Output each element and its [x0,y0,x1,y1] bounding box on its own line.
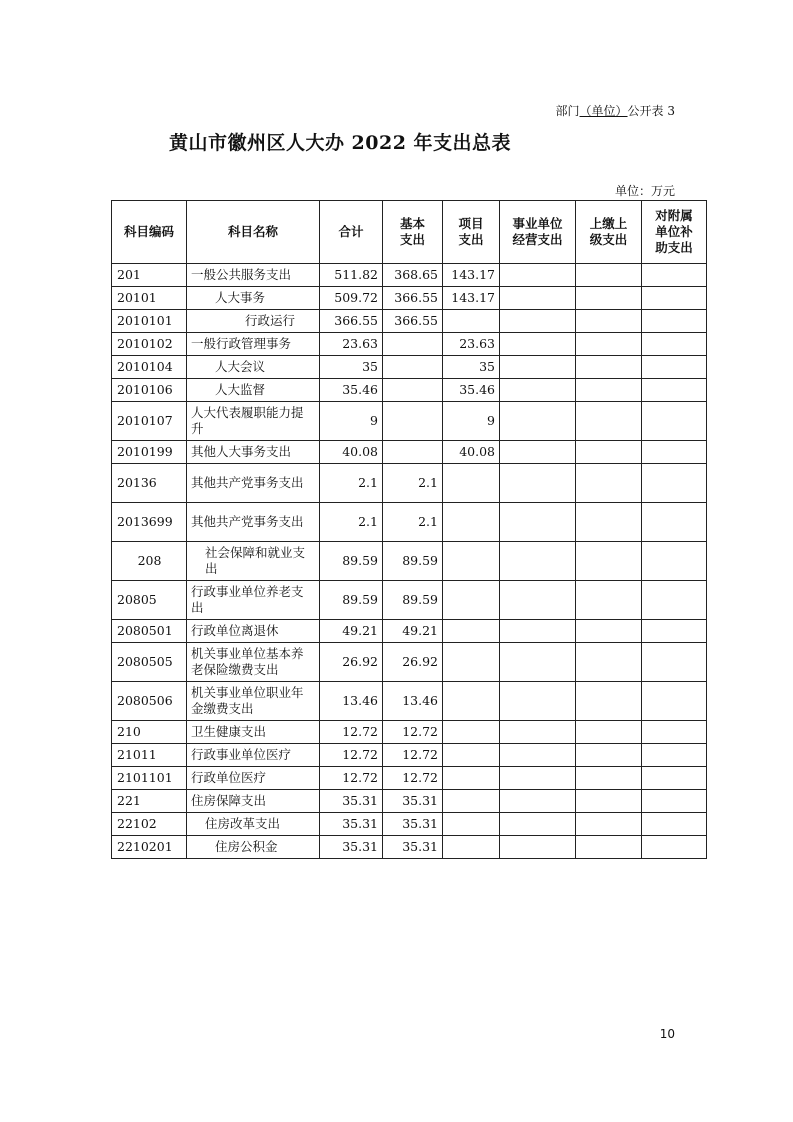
cell-basic [383,441,443,464]
cell-business [500,287,576,310]
cell-code: 221 [112,790,187,813]
cell-code: 2010107 [112,402,187,441]
cell-total: 2.1 [320,503,383,542]
cell-basic: 366.55 [383,310,443,333]
cell-business [500,790,576,813]
cell-basic: 12.72 [383,744,443,767]
cell-business [500,441,576,464]
table-row [112,542,707,581]
cell-name: 人大代表履职能力提升 [187,402,320,441]
cell-project: 35.46 [443,379,500,402]
cell-code: 2080506 [112,682,187,721]
form-label-prefix: 部门 [555,104,580,118]
cell-subsidy [642,503,707,542]
cell-business [500,682,576,721]
table-row [112,464,707,503]
cell-basic [383,379,443,402]
cell-upper [576,643,642,682]
cell-code: 20101 [112,287,187,310]
cell-project [443,620,500,643]
cell-code: 2101101 [112,767,187,790]
table-row [112,264,707,287]
cell-upper [576,264,642,287]
cell-subsidy [642,356,707,379]
cell-name: 机关事业单位基本养老保险缴费支出 [187,643,320,682]
cell-upper [576,402,642,441]
cell-project [443,721,500,744]
cell-business [500,813,576,836]
cell-subsidy [642,441,707,464]
cell-subsidy [642,744,707,767]
cell-code: 20136 [112,464,187,503]
cell-subsidy [642,767,707,790]
cell-subsidy [642,721,707,744]
table-row [112,790,707,813]
cell-subsidy [642,813,707,836]
table-row [112,287,707,310]
cell-total: 12.72 [320,744,383,767]
cell-project [443,643,500,682]
cell-name: 其他共产党事务支出 [187,503,320,542]
cell-business [500,620,576,643]
cell-project: 143.17 [443,264,500,287]
table-row [112,620,707,643]
cell-basic: 368.65 [383,264,443,287]
cell-business [500,402,576,441]
header-total: 合计 [320,201,383,264]
cell-name: 卫生健康支出 [187,721,320,744]
cell-code: 2010106 [112,379,187,402]
cell-basic: 12.72 [383,721,443,744]
cell-basic: 26.92 [383,643,443,682]
table-row [112,643,707,682]
table-row [112,356,707,379]
cell-code: 2210201 [112,836,187,859]
cell-upper [576,441,642,464]
cell-name: 行政运行 [187,310,320,333]
cell-code: 2080505 [112,643,187,682]
cell-total: 26.92 [320,643,383,682]
cell-upper [576,464,642,503]
cell-basic: 35.31 [383,836,443,859]
cell-code: 20805 [112,581,187,620]
cell-basic: 2.1 [383,464,443,503]
cell-upper [576,744,642,767]
cell-basic: 35.31 [383,790,443,813]
header-basic: 基本 支出 [383,201,443,264]
cell-subsidy [642,581,707,620]
cell-business [500,542,576,581]
cell-project: 9 [443,402,500,441]
cell-project: 23.63 [443,333,500,356]
cell-upper [576,542,642,581]
cell-name: 人大监督 [187,379,320,402]
cell-upper [576,813,642,836]
cell-name: 行政事业单位医疗 [187,744,320,767]
cell-code: 210 [112,721,187,744]
cell-name: 一般公共服务支出 [187,264,320,287]
cell-name: 住房公积金 [187,836,320,859]
cell-subsidy [642,836,707,859]
cell-subsidy [642,264,707,287]
cell-code: 2013699 [112,503,187,542]
cell-upper [576,356,642,379]
table-row [112,503,707,542]
table-row [112,379,707,402]
cell-total: 12.72 [320,767,383,790]
cell-project: 143.17 [443,287,500,310]
cell-upper [576,310,642,333]
cell-project [443,813,500,836]
cell-basic: 13.46 [383,682,443,721]
cell-code: 2010104 [112,356,187,379]
cell-total: 35.31 [320,836,383,859]
cell-name: 其他人大事务支出 [187,441,320,464]
form-label-suffix: 公开表 3 [627,104,675,118]
cell-upper [576,581,642,620]
cell-basic: 35.31 [383,813,443,836]
cell-project [443,503,500,542]
cell-business [500,744,576,767]
cell-basic: 366.55 [383,287,443,310]
cell-subsidy [642,310,707,333]
table-row [112,744,707,767]
cell-business [500,310,576,333]
cell-name: 住房改革支出 [187,813,320,836]
cell-project [443,464,500,503]
cell-business [500,379,576,402]
cell-project [443,682,500,721]
header-business: 事业单位 经营支出 [500,201,576,264]
table-header-row [112,201,707,264]
page-title: 黄山市徽州区人大办 2022 年支出总表 [168,132,512,154]
table-row [112,333,707,356]
cell-code: 201 [112,264,187,287]
cell-name: 行政事业单位养老支出 [187,581,320,620]
cell-subsidy [642,379,707,402]
cell-project [443,310,500,333]
cell-code: 2080501 [112,620,187,643]
unit-label: 单位：万元 [614,184,675,198]
cell-total: 35 [320,356,383,379]
cell-total: 49.21 [320,620,383,643]
page-number: 10 [659,1027,675,1041]
cell-name: 其他共产党事务支出 [187,464,320,503]
cell-business [500,464,576,503]
cell-name: 一般行政管理事务 [187,333,320,356]
cell-name: 社会保障和就业支出 [187,542,320,581]
form-label-unit: （单位） [579,104,628,118]
cell-basic [383,333,443,356]
cell-total: 40.08 [320,441,383,464]
table-row [112,767,707,790]
cell-total: 35.31 [320,813,383,836]
cell-basic: 12.72 [383,767,443,790]
cell-upper [576,682,642,721]
cell-business [500,767,576,790]
cell-name: 机关事业单位职业年金缴费支出 [187,682,320,721]
cell-subsidy [642,682,707,721]
cell-upper [576,790,642,813]
header-code: 科目编码 [112,201,187,264]
cell-basic [383,402,443,441]
cell-subsidy [642,464,707,503]
cell-project: 35 [443,356,500,379]
cell-code: 208 [112,542,187,581]
cell-name: 行政单位离退休 [187,620,320,643]
cell-name: 住房保障支出 [187,790,320,813]
table-row [112,813,707,836]
cell-business [500,721,576,744]
cell-subsidy [642,542,707,581]
cell-subsidy [642,287,707,310]
cell-total: 89.59 [320,581,383,620]
cell-basic [383,356,443,379]
cell-upper [576,503,642,542]
cell-total: 23.63 [320,333,383,356]
header-upper: 上缴上 级支出 [576,201,642,264]
cell-total: 509.72 [320,287,383,310]
cell-subsidy [642,790,707,813]
cell-project [443,581,500,620]
header-subsidy: 对附属 单位补 助支出 [642,201,707,264]
table-row [112,836,707,859]
table-row [112,581,707,620]
cell-code: 2010102 [112,333,187,356]
table-row [112,310,707,333]
cell-basic: 2.1 [383,503,443,542]
cell-subsidy [642,402,707,441]
cell-total: 35.31 [320,790,383,813]
cell-project [443,790,500,813]
cell-business [500,643,576,682]
cell-subsidy [642,333,707,356]
cell-project: 40.08 [443,441,500,464]
cell-upper [576,379,642,402]
cell-basic: 89.59 [383,542,443,581]
cell-upper [576,767,642,790]
cell-business [500,356,576,379]
cell-business [500,581,576,620]
cell-basic: 89.59 [383,581,443,620]
cell-upper [576,287,642,310]
cell-project [443,744,500,767]
cell-project [443,836,500,859]
cell-total: 366.55 [320,310,383,333]
cell-project [443,767,500,790]
cell-name: 人大事务 [187,287,320,310]
header-name: 科目名称 [187,201,320,264]
cell-upper [576,721,642,744]
cell-code: 21011 [112,744,187,767]
cell-code: 2010101 [112,310,187,333]
cell-business [500,264,576,287]
cell-business [500,836,576,859]
table-row [112,721,707,744]
cell-name: 行政单位医疗 [187,767,320,790]
cell-code: 22102 [112,813,187,836]
cell-name: 人大会议 [187,356,320,379]
cell-total: 511.82 [320,264,383,287]
header-project: 项目 支出 [443,201,500,264]
cell-upper [576,620,642,643]
cell-subsidy [642,643,707,682]
cell-code: 2010199 [112,441,187,464]
cell-total: 35.46 [320,379,383,402]
cell-project [443,542,500,581]
cell-basic: 49.21 [383,620,443,643]
cell-subsidy [642,620,707,643]
table-row [112,682,707,721]
cell-business [500,333,576,356]
expenditure-table [111,200,707,859]
cell-total: 89.59 [320,542,383,581]
table-row [112,441,707,464]
cell-total: 12.72 [320,721,383,744]
cell-total: 13.46 [320,682,383,721]
cell-total: 9 [320,402,383,441]
form-number-label [556,102,675,119]
cell-upper [576,333,642,356]
cell-business [500,503,576,542]
cell-upper [576,836,642,859]
table-row [112,402,707,441]
cell-total: 2.1 [320,464,383,503]
